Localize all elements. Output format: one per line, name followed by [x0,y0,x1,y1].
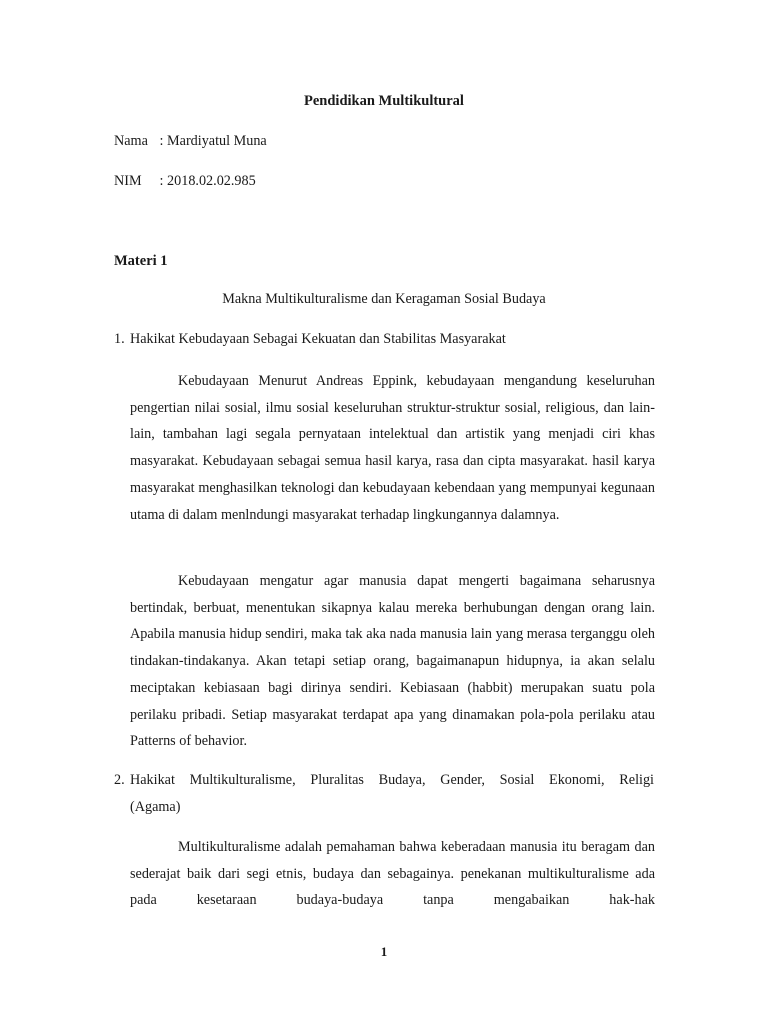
nim-label: NIM [114,173,142,189]
section-title: Makna Multikulturalisme dan Keragaman Sosial Budaya [222,291,546,307]
document-title: Pendidikan Multikultural [304,93,464,109]
item1-paragraph-2: Kebudayaan mengatur agar manusia dapat mengerti bagaimana seharusnya bertindak, berbuat, menentukan sikapnya kalau mereka berhubungan dengan orang lain. Apabila manusia hidup sendiri, maka tak aka nada manusia lain yang merasa terganggu oleh tindakan-tindakanya. Akan tetapi setiap orang, bagaimanapun hidupnya, ia akan selalu meciptakan kebiasaan bagi dirinya sendiri. Kebiasaan (habbit) merupakan suatu pola perilaku pribadi. Setiap masyarakat terdapat apa yang dinamakan pola-pola perilaku atau Patterns of behavior. [130,573,655,750]
item2-paragraph-1-text: Multikulturalisme adalah pemahaman bahwa keberadaan manusia itu beragam dan sederajat baik dari segi etnis, budaya dan sebagainya. penekanan multikulturalisme ada pada kesetaraan budaya-budaya tanpa mengabaikan hak-hak [130,839,655,909]
list-item-heading-2 [114,767,654,820]
item2-heading-text [130,767,654,820]
name-label: Nama [114,133,148,149]
name-row [114,133,267,150]
nim-value: : 2018.02.02.985 [159,173,256,189]
section-label: Materi 1 [114,253,168,269]
item1-heading-text: Hakikat Kebudayaan Sebagai Kekuatan dan Stabilitas Masyarakat [130,331,506,347]
list-number-1: 1. [114,331,125,347]
item2-heading-line2: (Agama) [130,798,181,815]
item2-heading-line1: Hakikat Multikulturalisme, Pluralitas Budaya, Gender, Sosial Ekonomi, Religi [130,772,654,788]
nim-row [114,173,256,190]
item1-paragraph-1: Kebudayaan Menurut Andreas Eppink, kebudayaan mengandung keseluruhan pengertian nilai sosial, ilmu sosial keseluruhan struktur-struktur sosial, religious, dan lain-lain, tambahan lagi segala pernyataan intelektual dan artistik yang menjadi ciri khas masyarakat. Kebudayaan sebagai semua hasil karya, rasa dan cipta masyarakat. hasil karya masyarakat menghasilkan teknologi dan kebudayaan kebendaan yang mempunyai kegunaan utama di dalam menlndungi masyarakat terhadap lingkungannya dalamnya. [130,373,655,523]
name-value: : Mardiyatul Muna [159,133,267,149]
item2-paragraph-1 [130,834,655,941]
list-item-heading-1 [114,326,654,353]
list-number-2: 2. [114,772,125,788]
page-number: 1 [380,944,388,959]
